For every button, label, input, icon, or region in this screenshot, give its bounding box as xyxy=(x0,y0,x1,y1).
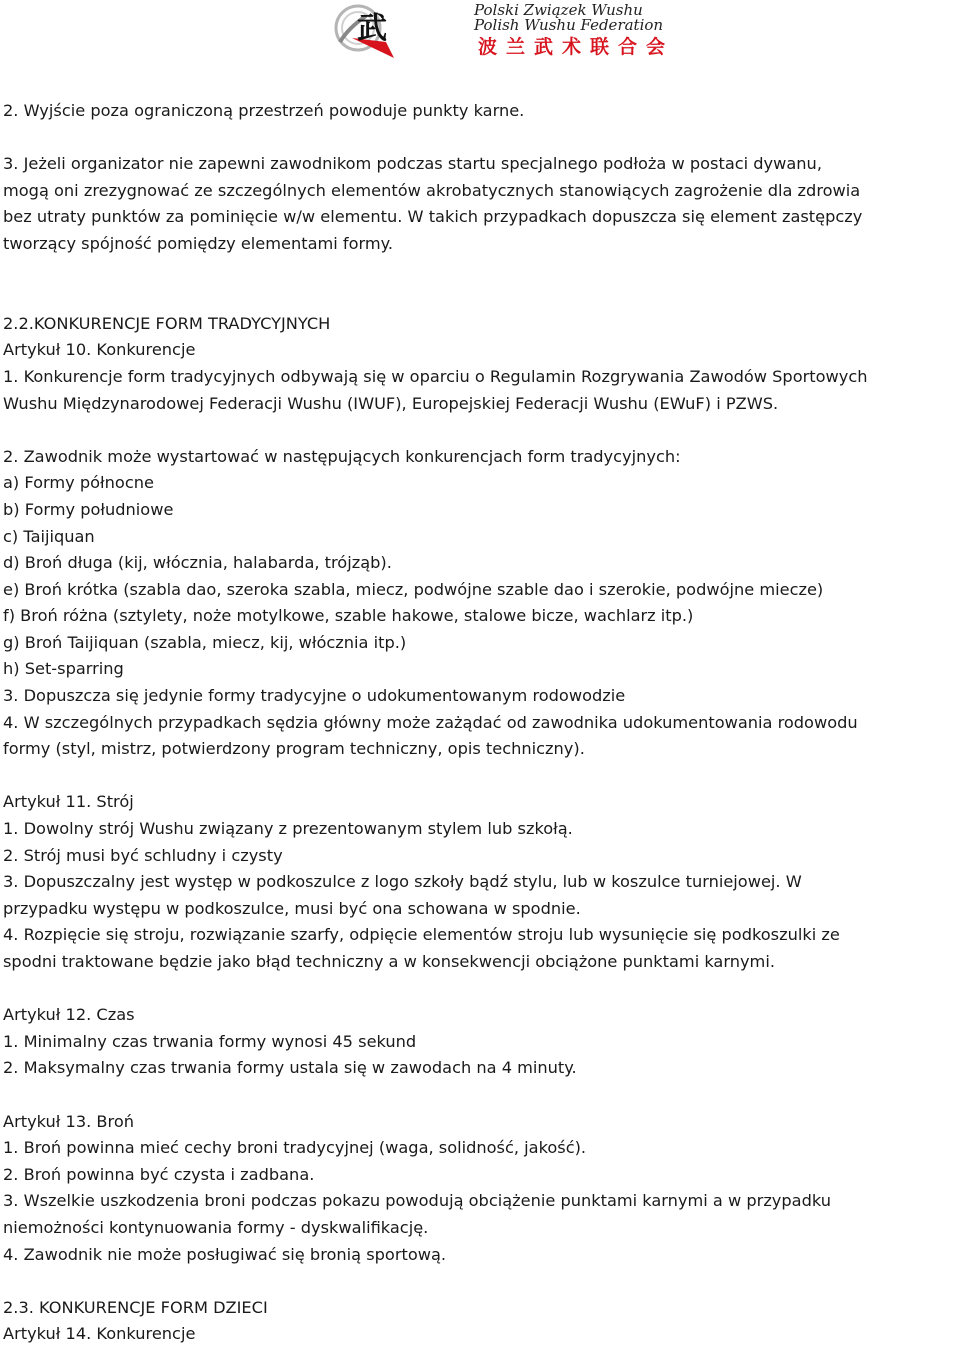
text-line: formy (styl, mistrz, potwierdzony program techniczny, opis techniczny). xyxy=(3,739,585,759)
text-line: niemożności kontynuowania formy - dyskwalifikację. xyxy=(3,1217,429,1237)
text-line: Artykuł 13. Broń xyxy=(3,1111,134,1131)
text-line: 2. Wyjście poza ograniczoną przestrzeń powoduje punkty karne. xyxy=(3,101,525,120)
text-line: Artykuł 12. Czas xyxy=(3,1005,135,1025)
text-line: 3. Jeżeli organizator nie zapewni zawodnikom podczas startu specjalnego podłoża w postaci dywanu, xyxy=(3,154,822,174)
federation-name-chinese: 波兰武术联合会 xyxy=(478,36,675,58)
text-line: bez utraty punktów za pominięcie w/w elementu. W takich przypadkach dopuszcza się element zastępczy xyxy=(3,207,863,227)
blank-line xyxy=(3,284,958,311)
text-line: przypadku występu w podkoszulce, musi być ona schowana w spodnie. xyxy=(3,898,581,918)
text-line: 3. Wszelkie uszkodzenia broni podczas pokazu powodują obciążenie punktami karnymi a w przypadku xyxy=(3,1191,831,1211)
text-line: 2. Zawodnik może wystartować w następujących konkurencjach form tradycyjnych: xyxy=(3,446,681,466)
document-body xyxy=(3,98,958,1348)
blank-line xyxy=(3,763,958,790)
text-line: 1. Minimalny czas trwania formy wynosi 45 sekund xyxy=(3,1031,417,1051)
text-line: Artykuł 10. Konkurencje xyxy=(3,340,196,360)
text-line: 2.3. KONKURENCJE FORM DZIECI xyxy=(3,1297,268,1317)
text-line: 4. W szczególnych przypadkach sędzia główny może zażądać od zawodnika udokumentowania rodowodu xyxy=(3,712,858,732)
text-line: 1. Dowolny strój Wushu związany z prezentowanym stylem lub szkołą. xyxy=(3,819,573,839)
text-line: h) Set-sparring xyxy=(3,659,124,679)
text-line: spodni traktowane będzie jako błąd techniczny a w konsekwencji obciążone punktami karnymi. xyxy=(3,952,775,971)
text-line: 4. Zawodnik nie może posługiwać się bronią sportową. xyxy=(3,1244,447,1264)
text-line: e) Broń krótka (szabla dao, szeroka szabla, miecz, podwójne szable dao i szerokie, podwójne miecze) xyxy=(3,579,824,599)
text-line: tworzący spójność pomiędzy elementami formy. xyxy=(3,233,394,253)
text-line: c) Taijiquan xyxy=(3,526,95,546)
federation-name-english: Polish Wushu Federation xyxy=(474,16,664,34)
text-line: Artykuł 14. Konkurencje xyxy=(3,1324,196,1344)
text-line: 1. Broń powinna mieć cechy broni tradycyjnej (waga, solidność, jakość). xyxy=(3,1138,587,1158)
federation-name-polish: Polski Związek Wushu xyxy=(474,1,643,19)
text-line: 2. Strój musi być schludny i czysty xyxy=(3,845,283,865)
blank-line xyxy=(3,125,958,152)
text-line: 2. Maksymalny czas trwania formy ustala się w zawodach na 4 minuty. xyxy=(3,1058,577,1078)
text-line: b) Formy południowe xyxy=(3,499,174,519)
text-line: 3. Dopuszczalny jest występ w podkoszulce z logo szkoły bądź stylu, lub w koszulce turniejowej. W xyxy=(3,872,802,892)
text-line: 2.2.KONKURENCJE FORM TRADYCYJNYCH xyxy=(3,313,331,333)
federation-header xyxy=(332,2,692,62)
logo-character: 武 xyxy=(357,11,387,46)
federation-logo-icon xyxy=(332,2,406,60)
blank-line xyxy=(3,976,958,1003)
text-line: 2. Broń powinna być czysta i zadbana. xyxy=(3,1164,315,1184)
text-line: d) Broń długa (kij, włócznia, halabarda, trójząb). xyxy=(3,553,392,573)
text-line: Artykuł 11. Strój xyxy=(3,792,134,812)
text-line: mogą oni zrezygnować ze szczególnych elementów akrobatycznych stanowiących zagrożenie dla zdrowia xyxy=(3,180,861,200)
text-line: g) Broń Taijiquan (szabla, miecz, kij, włócznia itp.) xyxy=(3,632,407,652)
text-line: 3. Dopuszcza się jedynie formy tradycyjne o udokumentowanym rodowodzie xyxy=(3,686,626,706)
blank-line xyxy=(3,258,958,285)
text-line: f) Broń różna (sztylety, noże motylkowe, szable hakowe, stalowe bicze, wachlarz itp.) xyxy=(3,606,694,626)
text-line: 1. Konkurencje form tradycyjnych odbywają się w oparciu o Regulamin Rozgrywania Zawodów Sportowych xyxy=(3,366,868,386)
text-line: a) Formy północne xyxy=(3,473,154,493)
text-line: Wushu Międzynarodowej Federacji Wushu (IWUF), Europejskiej Federacji Wushu (EWuF) i PZWS. xyxy=(3,393,779,413)
blank-line xyxy=(3,1082,958,1109)
blank-line xyxy=(3,1268,958,1295)
blank-line xyxy=(3,417,958,444)
text-line: 4. Rozpięcie się stroju, rozwiązanie szarfy, odpięcie elementów stroju lub wysunięcie się podkoszulki ze xyxy=(3,925,840,945)
